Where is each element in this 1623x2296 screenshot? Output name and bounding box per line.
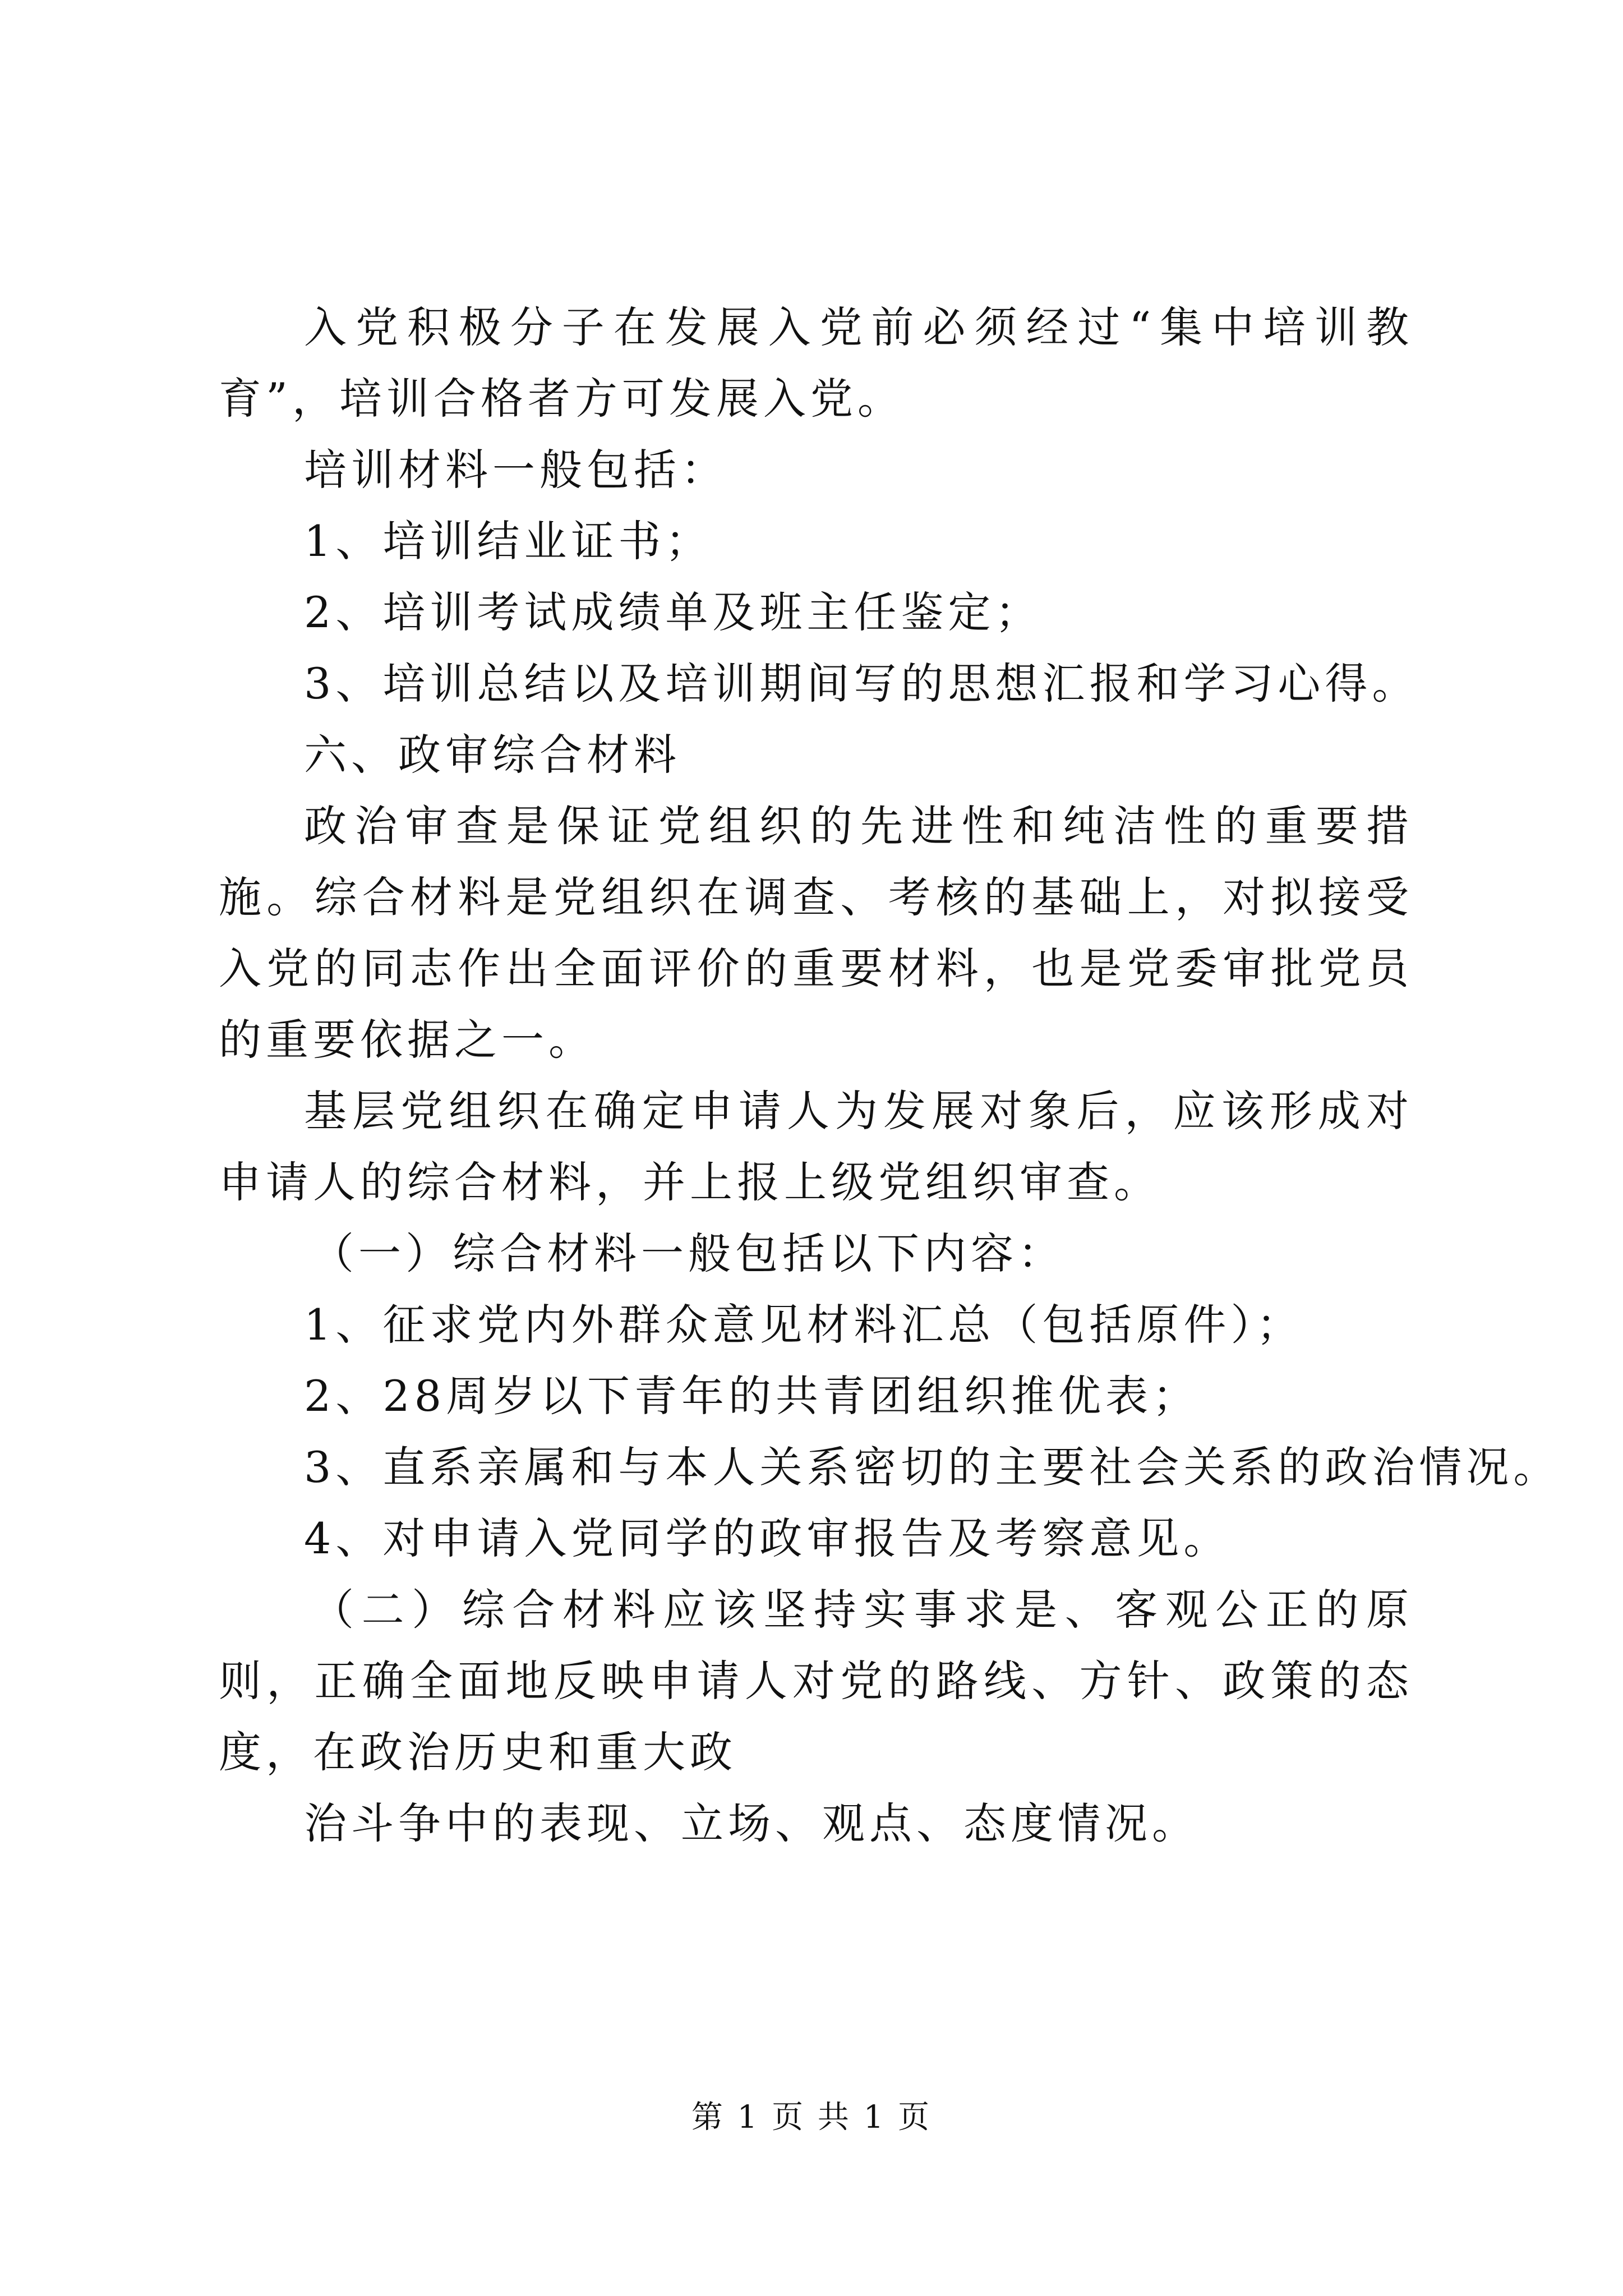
list-item-review-report: 4、对申请入党同学的政审报告及考察意见。 [304,1513,1231,1563]
paragraph-political-struggle: 治斗争中的表现、立场、观点、态度情况。 [304,1798,1199,1848]
list-item-youth-league: 2、28周岁以下青年的共青团组织推优表； [304,1371,1200,1421]
page-footer: 第 1 页 共 1 页 [691,2099,932,2136]
paragraph-training-requirement: 入党积极分子在发展入党前必须经过“集中培训教育”，培训合格者方可发展入党。 [219,302,1413,424]
subheading-contents: （一）综合材料一般包括以下内容： [311,1228,1065,1278]
paragraph-training-materials-intro: 培训材料一般包括： [304,445,728,495]
subheading-principles: （二）综合材料应该坚持实事求是、客观公正的原则，正确全面地反映申请人对党的路线、方针、政策的态度，在政治历史和重大政 [219,1585,1413,1777]
paragraph-grassroots-organization: 基层党组织在确定申请人为发展对象后，应该形成对申请人的综合材料，并上报上级党组织审查。 [219,1086,1413,1207]
list-item-certificate: 1、培训结业证书； [304,516,713,566]
paragraph-political-review: 政治审查是保证党组织的先进性和纯洁性的重要措施。综合材料是党组织在调查、考核的基础上，对拟接受入党的同志作出全面评价的重要材料，也是党委审批党员的重要依据之一。 [219,801,1413,1065]
list-item-transcript: 2、培训考试成绩单及班主任鉴定； [304,587,1043,637]
document-body [219,292,1561,1859]
list-item-summary: 3、培训总结以及培训期间写的思想汇报和学习心得。 [304,659,1419,708]
section-heading-political-review: 六、政审综合材料 [304,730,681,780]
list-item-relatives: 3、直系亲属和与本人关系密切的主要社会关系的政治情况。 [304,1442,1561,1492]
list-item-opinions: 1、征求党内外群众意见材料汇总（包括原件）； [304,1300,1304,1350]
